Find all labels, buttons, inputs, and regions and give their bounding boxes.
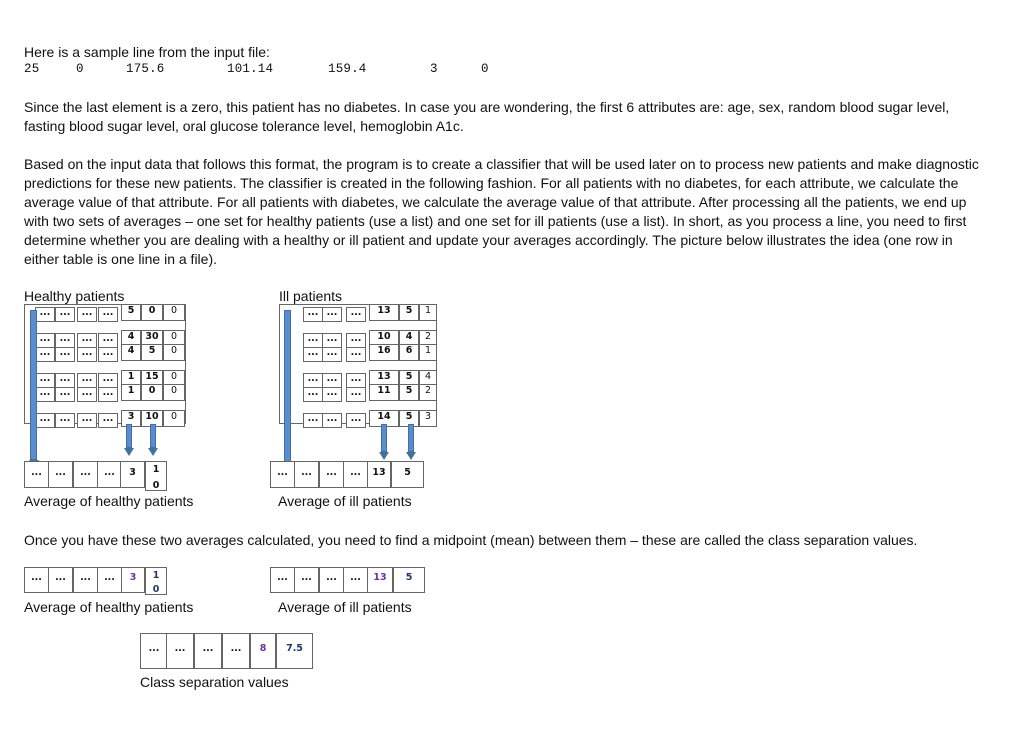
ellipsis-cell: ... [24, 567, 49, 593]
ill-cell: 4 [419, 370, 437, 387]
ellipsis-cell: ... [319, 567, 344, 593]
ellipsis-cell: ... [303, 307, 323, 322]
ellipsis-cell: ... [35, 387, 55, 402]
arrow-shaft [381, 424, 387, 452]
ellipsis-cell: ... [55, 347, 75, 362]
ellipsis-cell: ... [140, 633, 168, 669]
healthy-cell: 15 [141, 370, 163, 387]
arrow-shaft [284, 310, 291, 479]
ill-cell: 14 [369, 410, 399, 427]
ellipsis-cell: ... [73, 461, 98, 488]
ellipsis-cell: ... [35, 347, 55, 362]
healthy-cell: 10 [141, 410, 163, 427]
sample-value: 159.4 [328, 62, 367, 76]
arrow-shaft [150, 424, 156, 448]
ill-cell: 13 [369, 304, 399, 321]
healthy-cell: 0 [163, 370, 185, 387]
arrow-head [124, 448, 134, 456]
ill-cell: 13 [369, 370, 399, 387]
ellipsis-cell: ... [322, 387, 342, 402]
arrow-shaft [126, 424, 132, 448]
ill-cell: 5 [399, 410, 419, 427]
ellipsis-cell: ... [24, 461, 49, 488]
sample-value: 0 [76, 62, 84, 76]
ill-average-label: Average of ill patients [278, 493, 412, 509]
ellipsis-cell: ... [77, 307, 97, 322]
healthy-average-value: 1 [152, 464, 160, 475]
ellipsis-cell: ... [343, 567, 368, 593]
ellipsis-cell: ... [35, 373, 55, 388]
ill-cell: 2 [419, 384, 437, 401]
ill-cell: 5 [399, 370, 419, 387]
ill-cell: 2 [419, 330, 437, 347]
arrow-head [379, 452, 389, 460]
ellipsis-cell: ... [35, 307, 55, 322]
ill-cell: 5 [399, 384, 419, 401]
ellipsis-cell: ... [303, 347, 323, 362]
ill-patients-table [279, 304, 437, 424]
healthy-cell: 5 [141, 344, 163, 361]
ill-cell: 16 [369, 344, 399, 361]
healthy-average-cell [145, 461, 167, 491]
sample-value: 0 [481, 62, 489, 76]
sample-value: 175.6 [126, 62, 165, 76]
healthy-cell: 0 [163, 410, 185, 427]
healthy-cell: 0 [141, 304, 163, 321]
ellipsis-cell: ... [222, 633, 250, 669]
ill-cell: 1 [419, 304, 437, 321]
ellipsis-cell: ... [303, 333, 323, 348]
separation-cell: 7.5 [276, 633, 313, 669]
ellipsis-cell: ... [319, 461, 344, 488]
ill-cell: 11 [369, 384, 399, 401]
ellipsis-cell: ... [194, 633, 222, 669]
arrow-shaft [408, 424, 414, 452]
ellipsis-cell: ... [98, 347, 118, 362]
ellipsis-cell: ... [98, 387, 118, 402]
summary-healthy-cell [145, 567, 167, 595]
summary-ill-cell: 13 [367, 567, 393, 593]
healthy-average-label: Average of healthy patients [24, 493, 194, 509]
ellipsis-cell: ... [346, 307, 366, 322]
ellipsis-cell: ... [343, 461, 368, 488]
healthy-average-cell: 3 [120, 461, 145, 488]
ellipsis-cell: ... [98, 307, 118, 322]
summary-healthy-value: 1 [152, 570, 160, 581]
paragraph-classifier-description: Based on the input data that follows this format, the program is to create a classifier that will be used later on to process new patients and make diagnostic predictions for these new patients. The classifier is created in the following fashion. For all patients with no diabetes, for each attribute, we calculate the average value of that attribute. For all patients with diabetes, we calculate the average value of that attribute. After processing all the patients, we end up with two sets of averages – one set for healthy patients (use a list) and one set for ill patients (use a list). In short, as you process a line, you need to first determine whether you are dealing with a healthy or ill patient and update your averages accordingly. The picture below illustrates the idea (one row in either table is one line in a file). [24, 156, 979, 267]
healthy-cell: 0 [163, 330, 185, 347]
ellipsis-cell: ... [294, 461, 319, 488]
arrow-shaft [30, 310, 37, 460]
summary-ill-cell: 5 [393, 567, 425, 593]
ellipsis-cell: ... [77, 373, 97, 388]
healthy-patients-table [24, 304, 186, 424]
ill-cell: 3 [419, 410, 437, 427]
healthy-cell: 0 [141, 384, 163, 401]
ellipsis-cell: ... [55, 333, 75, 348]
ellipsis-cell: ... [55, 307, 75, 322]
ellipsis-cell: ... [346, 333, 366, 348]
ellipsis-cell: ... [346, 387, 366, 402]
ellipsis-cell: ... [55, 373, 75, 388]
ellipsis-cell: ... [346, 373, 366, 388]
healthy-cell: 4 [121, 344, 141, 361]
ellipsis-cell: ... [55, 413, 75, 428]
healthy-cell: 4 [121, 330, 141, 347]
ill-cell: 10 [369, 330, 399, 347]
ellipsis-cell: ... [303, 373, 323, 388]
summary-healthy-cell: 3 [121, 567, 145, 593]
healthy-cell: 3 [121, 410, 141, 427]
sample-value: 3 [430, 62, 438, 76]
ellipsis-cell: ... [97, 567, 122, 593]
healthy-table-title: Healthy patients [24, 288, 125, 304]
ellipsis-cell: ... [270, 567, 295, 593]
paragraph-diabetes-note: Since the last element is a zero, this patient has no diabetes. In case you are wondering, the first 6 attributes are: age, sex, random blood sugar level, fasting blood sugar level, oral glucose tolerance level, hemoglobin A1c. [24, 99, 950, 134]
ellipsis-cell: ... [77, 387, 97, 402]
healthy-cell: 0 [163, 344, 185, 361]
ellipsis-cell: ... [303, 387, 323, 402]
sample-line [24, 62, 504, 78]
ellipsis-cell: ... [294, 567, 319, 593]
ellipsis-cell: ... [35, 413, 55, 428]
ellipsis-cell: ... [77, 333, 97, 348]
arrow-head [148, 448, 158, 456]
sample-value: 101.14 [227, 62, 274, 76]
healthy-average-value: 0 [152, 480, 160, 491]
ill-cell: 6 [399, 344, 419, 361]
ill-cell: 5 [399, 304, 419, 321]
ill-average-cell: 5 [391, 461, 424, 488]
healthy-cell: 0 [163, 384, 185, 401]
ill-cell: 4 [399, 330, 419, 347]
arrow-head [406, 452, 416, 460]
separation-cell: 8 [250, 633, 276, 669]
healthy-cell: 5 [121, 304, 141, 321]
ellipsis-cell: ... [270, 461, 295, 488]
ellipsis-cell: ... [55, 387, 75, 402]
ellipsis-cell: ... [48, 461, 73, 488]
ellipsis-cell: ... [346, 347, 366, 362]
ellipsis-cell: ... [48, 567, 73, 593]
ellipsis-cell: ... [322, 333, 342, 348]
ellipsis-cell: ... [98, 413, 118, 428]
ill-cell: 1 [419, 344, 437, 361]
ellipsis-cell: ... [97, 461, 122, 488]
ellipsis-cell: ... [77, 347, 97, 362]
ellipsis-cell: ... [35, 333, 55, 348]
ellipsis-cell: ... [322, 307, 342, 322]
summary-ill-label: Average of ill patients [278, 599, 412, 615]
ellipsis-cell: ... [98, 333, 118, 348]
ellipsis-cell: ... [303, 413, 323, 428]
ellipsis-cell: ... [322, 347, 342, 362]
healthy-cell: 1 [121, 370, 141, 387]
ellipsis-cell: ... [322, 413, 342, 428]
paragraph-midpoint: Once you have these two averages calculated, you need to find a midpoint (mean) between them – these are called the class separation values. [24, 532, 918, 548]
ellipsis-cell: ... [73, 567, 98, 593]
healthy-cell: 0 [163, 304, 185, 321]
sample-value: 25 [24, 62, 40, 76]
summary-healthy-value: 0 [152, 584, 160, 595]
ellipsis-cell: ... [346, 413, 366, 428]
ellipsis-cell: ... [77, 413, 97, 428]
intro-heading: Here is a sample line from the input file: [24, 44, 270, 60]
separation-label: Class separation values [140, 674, 289, 690]
ellipsis-cell: ... [166, 633, 194, 669]
ellipsis-cell: ... [322, 373, 342, 388]
ellipsis-cell: ... [98, 373, 118, 388]
ill-table-title: Ill patients [279, 288, 343, 304]
summary-healthy-label: Average of healthy patients [24, 599, 194, 615]
ill-average-cell: 13 [367, 461, 391, 488]
healthy-cell: 1 [121, 384, 141, 401]
healthy-cell: 30 [141, 330, 163, 347]
